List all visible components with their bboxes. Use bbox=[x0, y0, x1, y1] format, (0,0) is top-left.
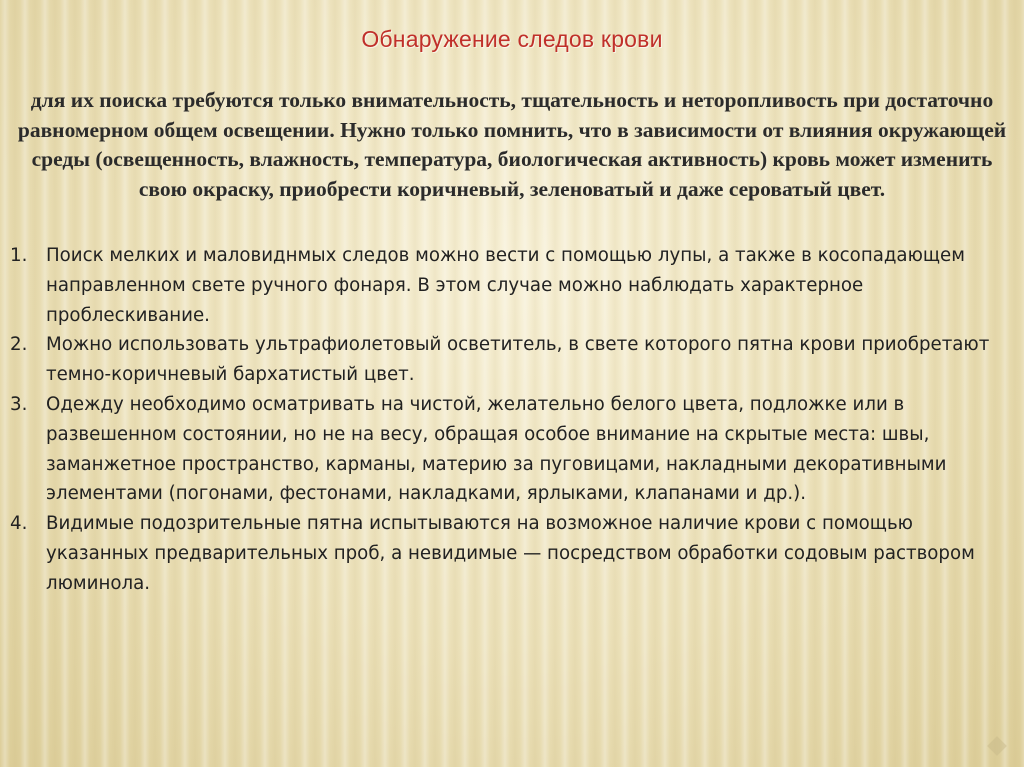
list-item-text: Поиск мелких и маловиднмых следов можно вести с помощью лупы, а также в косопадающем направленном свете ручного фонаря. В этом случае можно наблюдать характерное проблескивание. bbox=[46, 245, 965, 326]
list-item-text: Можно использовать ультрафиолетовый осветитель, в свете которого пятна крови приобретают темно-коричневый бархатистый цвет. bbox=[46, 334, 990, 386]
slide-title: Обнаружение следов крови bbox=[361, 26, 663, 52]
list-item-number: 4. bbox=[10, 513, 28, 535]
list-item bbox=[10, 241, 1010, 330]
list-item-number: 3. bbox=[10, 393, 28, 415]
numbered-list bbox=[10, 241, 1010, 599]
list-item-text: Видимые подозрительные пятна испытываются на возможное наличие крови с помощью указанных предварительных проб, а невидимые — посредством обработки содовым раствором люминола. bbox=[46, 513, 975, 594]
list-item-number: 1. bbox=[10, 245, 28, 266]
list-item bbox=[10, 509, 1010, 598]
corner-diamond-icon bbox=[987, 736, 1007, 756]
intro-paragraph: для их поиска требуются только внимательность, тщательность и неторопливость при достаточно равномерном общем освещении. Нужно только помнить, что в зависимости от влияния окружающей среды (освещенность, влажность, температура, биологическая активность) кровь может изменить свою окраску, приобрести коричневый, зеленоватый и даже сероватый цвет. bbox=[17, 88, 1007, 201]
list-item bbox=[10, 390, 1010, 509]
list-item-text: Одежду необходимо осматривать на чистой, желательно белого цвета, подложке или в развешенном состоянии, но не на весу, обращая особое внимание на скрытые места: швы, заманжетное пространство, карманы, материю за пуговицами, накладными декоративными элементами (погонами, фестонами, накладками, ярлыками, клапанами и др.). bbox=[46, 393, 947, 505]
list-item bbox=[10, 330, 1010, 390]
list-item-number: 2. bbox=[10, 334, 28, 356]
